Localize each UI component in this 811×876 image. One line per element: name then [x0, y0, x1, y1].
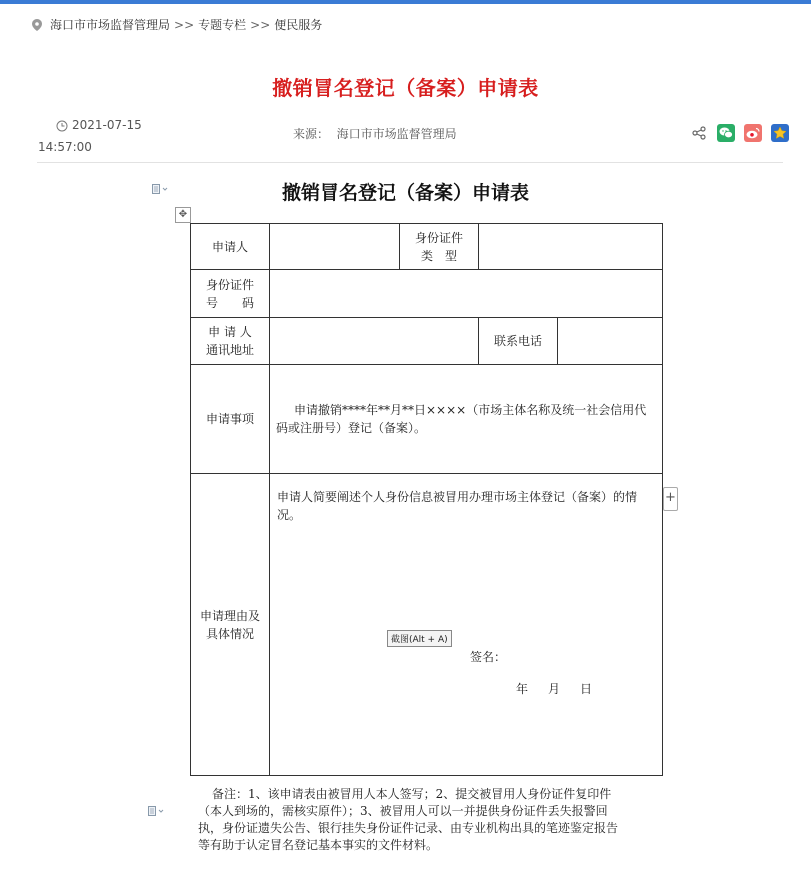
applicant-field[interactable] — [270, 224, 400, 270]
source-label: 来源： — [293, 127, 330, 141]
address-field[interactable] — [270, 318, 479, 365]
share-bar — [690, 124, 789, 142]
top-accent-bar — [0, 0, 811, 4]
document-icon — [148, 806, 164, 819]
address-label: 申 请 人 通讯地址 — [191, 318, 270, 365]
table-row — [191, 474, 663, 776]
publish-time: 14:57:00 — [38, 140, 92, 154]
breadcrumb-separator: >> — [174, 17, 195, 32]
share-icon[interactable] — [690, 124, 708, 142]
id-number-field[interactable] — [270, 270, 663, 318]
id-type-label: 身份证件 类 型 — [400, 224, 479, 270]
reason-field[interactable] — [270, 474, 663, 776]
table-row — [191, 224, 663, 270]
table-row — [191, 365, 663, 474]
weibo-icon[interactable] — [744, 124, 762, 142]
source-name: 海口市市场监督管理局 — [336, 127, 457, 141]
table-row — [191, 318, 663, 365]
table-move-handle-icon[interactable]: ✥ — [175, 207, 191, 223]
signature-label: 签名： — [470, 650, 507, 664]
document-title: 撤销冒名登记（备案）申请表 — [281, 182, 529, 204]
matter-label: 申请事项 — [191, 365, 270, 474]
favorite-icon[interactable] — [771, 124, 789, 142]
reason-label: 申请理由及 具体情况 — [191, 474, 270, 776]
breadcrumb — [32, 16, 322, 33]
breadcrumb-item-topics[interactable]: 专题专栏 — [198, 18, 247, 32]
publish-date: 2021-07-15 — [72, 118, 142, 132]
signature-date: 年 月 日 — [516, 682, 593, 696]
screenshot-tooltip: 截图(Alt + A) — [387, 630, 452, 647]
wechat-icon[interactable] — [717, 124, 735, 142]
breadcrumb-item-services[interactable]: 便民服务 — [274, 18, 323, 32]
clock-icon — [56, 120, 68, 132]
publish-datetime — [38, 114, 158, 158]
add-row-button[interactable]: + — [663, 487, 678, 511]
application-form-table — [190, 223, 663, 776]
applicant-label: 申请人 — [191, 224, 270, 270]
header-divider — [37, 162, 783, 163]
reason-instruction: 申请人简要阐述个人身份信息被冒用办理市场主体登记（备案）的情况。 — [277, 490, 638, 522]
id-type-field[interactable] — [479, 224, 663, 270]
matter-text: 申请撤销****年**月**日××××（市场主体名称及统一社会信用代码或注册号）登记（备案）。 — [270, 365, 663, 474]
breadcrumb-item-bureau[interactable]: 海口市市场监督管理局 — [50, 18, 171, 32]
page-title: 撤销冒名登记（备案）申请表 — [272, 76, 539, 100]
form-note: 备注：1、该申请表由被冒用人本人签写；2、提交被冒用人身份证件复印件（本人到场的，需核实原件）；3、被冒用人可以一并提供身份证件丢失报警回执，身份证遗失公告、银行挂失身份证件记录、由专业机构出具的笔迹鉴定报告等有助于认定冒名登记基本事实的文件材料。 — [198, 787, 619, 852]
table-row — [191, 270, 663, 318]
phone-field[interactable] — [558, 318, 663, 365]
article-source — [293, 125, 457, 142]
location-pin-icon — [32, 19, 42, 31]
phone-label: 联系电话 — [479, 318, 558, 365]
id-number-label: 身份证件 号 码 — [191, 270, 270, 318]
breadcrumb-separator: >> — [250, 17, 271, 32]
